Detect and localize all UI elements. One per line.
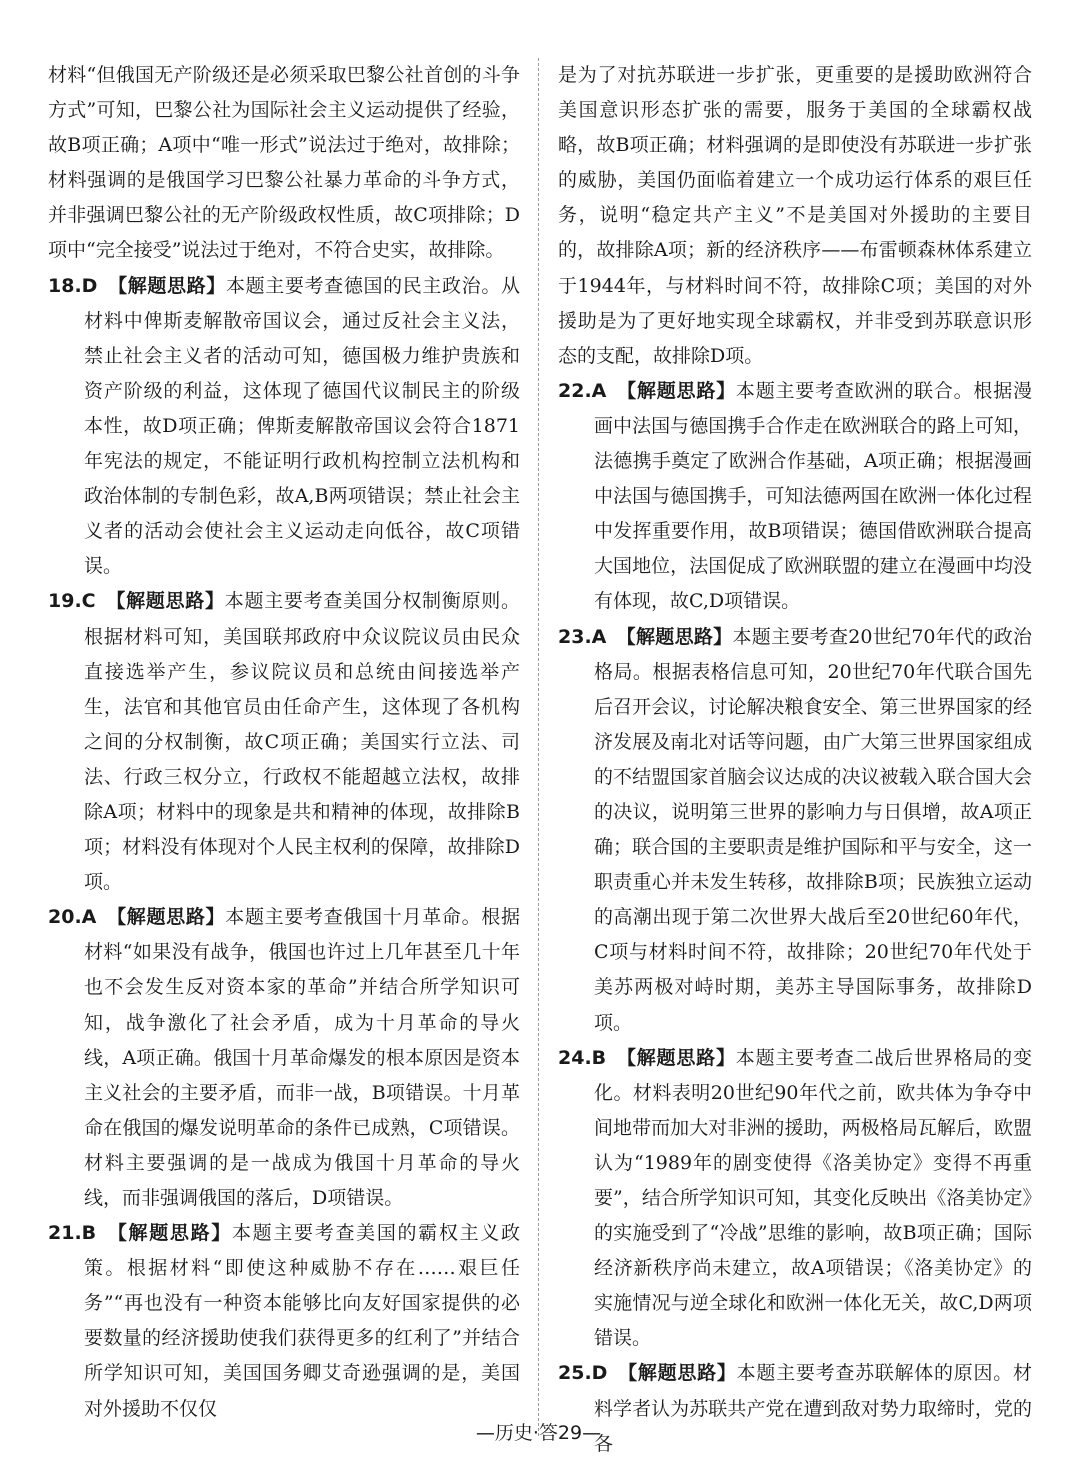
answer-text: 本题主要考查俄国十月革命。根据材料“如果没有战争，俄国也许过上几年甚至几十年也不会发生反对资本家的革命”并结合所学知识可知，战争激化了社会矛盾，成为十月革命的导火线，A项正确。俄国十月革命爆发的根本原因是资本主义社会的主要矛盾，而非一战，B项错误。十月革命在俄国的爆发说明革命的条件已成熟，C项错误。材料主要强调的是一战成为俄国十月革命的导火线，而非强调俄国的落后，D项错误。 — [84, 906, 520, 1209]
answer-item-24 — [558, 1041, 1032, 1357]
continuation-paragraph: 是为了对抗苏联进一步扩张，更重要的是援助欧洲符合美国意识形态扩张的需要，服务于美国的全球霸权战略，故B项正确；材料强调的是即使没有苏联进一步扩张的威胁，美国仍面临着建立一个成功运行体系的艰巨任务，说明“稳定共产主义”不是美国对外援助的主要目的，故排除A项；新的经济秩序——布雷顿森林体系建立于1944年，与材料时间不符，故排除C项；美国的对外援助是为了更好地实现全球霸权，并非受到苏联意识形态的支配，故排除D项。 — [558, 64, 1032, 367]
answer-text: 本题主要考查20世纪70年代的政治格局。根据表格信息可知，20世纪70年代联合国先后召开会议，讨论解决粮食安全、第三世界国家的经济发展及南北对话等问题，由广大第三世界国家组成的不结盟国家首脑会议达成的决议被载入联合国大会的决议，说明第三世界的影响力与日俱增，故A项正确；联合国的主要职责是维护国际和平与安全，这一职责重心并未发生转移，故排除B项；民族独立运动的高潮出现于第二次世界大战后至20世纪60年代，C项与材料时间不符，故排除；20世纪70年代处于美苏两极对峙时期，美苏主导国际事务，故排除D项。 — [594, 625, 1032, 1034]
solution-tag: 【解题思路】 — [105, 590, 225, 613]
solution-tag: 【解题思路】 — [106, 1222, 232, 1245]
answer-text: 本题主要考查欧洲的联合。根据漫画中法国与德国携手合作走在欧洲联合的路上可知，法德携手奠定了欧洲合作基础，A项正确；根据漫画中法国与德国携手，可知法德两国在欧洲一体化过程中发挥重要作用，故B项错误；德国借欧洲联合提高大国地位，法国促成了欧洲联盟的建立在漫画中均没有体现，故C,D项错误。 — [594, 379, 1032, 613]
answer-item-18 — [48, 269, 520, 585]
answer-number: 25.D — [558, 1362, 608, 1385]
solution-tag: 【解题思路】 — [107, 274, 226, 297]
answer-text: 本题主要考查美国分权制衡原则。根据材料可知，美国联邦政府中众议院议员由民众直接选举产生，参议院议员和总统由间接选举产生，法官和其他官员由任命产生，这体现了各机构之间的分权制衡，故C项正确；美国实行立法、司法、行政三权分立，行政权不能超越立法权，故排除A项；材料中的现象是共和精神的体现，故排除B项；材料没有体现对个人民主权利的保障，故排除D项。 — [84, 590, 520, 894]
solution-tag: 【解题思路】 — [617, 1362, 737, 1385]
column-divider — [538, 58, 539, 1436]
answer-text: 本题主要考查美国的霸权主义政策。根据材料“即使这种威胁不存在……艰巨任务”“再也没有一种资本能够比向友好国家提供的必要数量的经济援助使我们获得更多的红利了”并结合所学知识可知，美国国务卿艾奇逊强调的是，美国对外援助不仅仅 — [84, 1222, 520, 1420]
right-column — [558, 58, 1032, 1462]
continuation-paragraph: 材料“但俄国无产阶级还是必须采取巴黎公社首创的斗争方式”可知，巴黎公社为国际社会主义运动提供了经验，故B项正确；A项中“唯一形式”说法过于绝对，故排除；材料强调的是俄国学习巴黎公社暴力革命的斗争方式，并非强调巴黎公社的无产阶级政权性质，故C项排除；D项中“完全接受”说法过于绝对，不符合史实，故排除。 — [48, 64, 520, 262]
answer-item-19 — [48, 584, 520, 900]
answer-number: 19.C — [48, 590, 96, 613]
answer-item-20 — [48, 900, 520, 1216]
solution-tag: 【解题思路】 — [616, 379, 736, 402]
answer-number: 22.A — [558, 379, 607, 402]
answer-number: 24.B — [558, 1046, 607, 1069]
answer-number: 20.A — [48, 906, 97, 929]
solution-tag: 【解题思路】 — [616, 1046, 736, 1069]
answer-number: 18.D — [48, 274, 98, 297]
left-column — [48, 58, 520, 1427]
solution-tag: 【解题思路】 — [616, 625, 733, 648]
answer-number: 23.A — [558, 625, 607, 648]
answer-item-23 — [558, 620, 1032, 1041]
answer-number: 21.B — [48, 1222, 97, 1245]
answer-text: 本题主要考查德国的民主政治。从材料中俾斯麦解散帝国议会，通过反社会主义法，禁止社会主义者的活动可知，德国极力维护贵族和资产阶级的利益，这体现了德国代议制民主的阶级本性，故D项正确；俾斯麦解散帝国议会符合1871年宪法的规定，不能证明行政机构控制立法机构和政治体制的专制色彩，故A,B两项错误；禁止社会主义者的活动会使社会主义运动走向低谷，故C项错误。 — [84, 274, 520, 578]
answer-item-21 — [48, 1216, 520, 1427]
answer-text: 本题主要考查苏联解体的原因。材料学者认为苏联共产党在遭到敌对势力取缔时，党的各 — [594, 1362, 1032, 1455]
page-footer: —历史·答29— — [475, 1422, 602, 1444]
solution-tag: 【解题思路】 — [106, 906, 226, 929]
answer-text: 本题主要考查二战后世界格局的变化。材料表明20世纪90年代之前，欧共体为争夺中间地带而加大对非洲的援助，两极格局瓦解后，欧盟认为“1989年的剧变使得《洛美协定》变得不再重要”，结合所学知识可知，其变化反映出《洛美协定》的实施受到了“冷战”思维的影响，故B项正确；国际经济新秩序尚未建立，故A项错误；《洛美协定》的实施情况与逆全球化和欧洲一体化无关，故C,D两项错误。 — [594, 1046, 1032, 1350]
answer-item-22 — [558, 374, 1032, 620]
answer-item-25 — [558, 1356, 1032, 1461]
